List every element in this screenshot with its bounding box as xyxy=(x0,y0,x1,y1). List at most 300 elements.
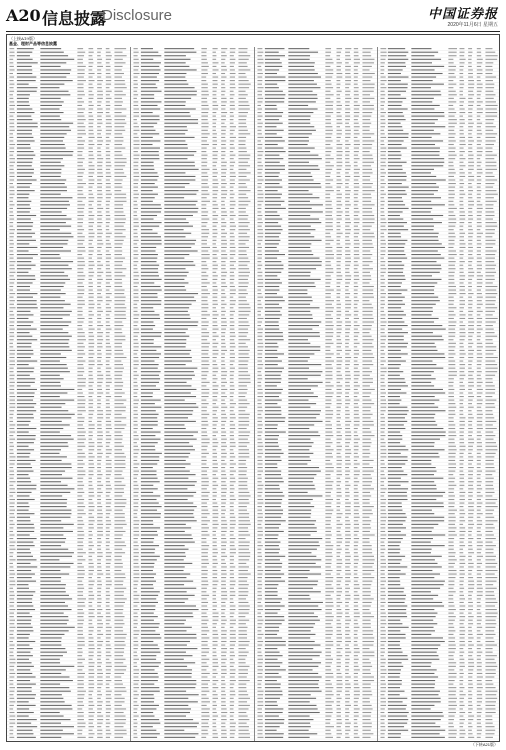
table-cell-text xyxy=(238,87,249,88)
table-cell-text xyxy=(133,478,136,479)
table-cell-text xyxy=(212,236,216,237)
table-cell-text xyxy=(133,432,136,433)
table-cell-text xyxy=(264,91,282,92)
table-row xyxy=(131,158,255,160)
table-cell-text xyxy=(201,726,209,727)
table-cell-text xyxy=(212,538,216,539)
table-cell-text xyxy=(238,442,249,443)
table-cell-text xyxy=(164,584,184,585)
table-cell-text xyxy=(257,329,263,330)
table-cell-text xyxy=(257,137,263,138)
table-cell-text xyxy=(221,105,226,106)
table-cell-text xyxy=(221,673,226,674)
table-row xyxy=(255,400,379,402)
table-cell-text xyxy=(164,197,184,198)
table-cell-text xyxy=(164,460,185,461)
table-cell-text xyxy=(212,598,216,599)
table-cell-text xyxy=(345,250,350,251)
table-row xyxy=(7,531,131,533)
table-cell-text xyxy=(201,673,209,674)
table-cell-text xyxy=(325,336,333,337)
table-cell-text xyxy=(77,566,83,567)
table-cell-text xyxy=(89,140,93,141)
table-cell-text xyxy=(114,272,122,273)
table-row xyxy=(255,208,379,210)
table-cell-text xyxy=(106,116,111,117)
table-cell-text xyxy=(264,52,278,53)
table-cell-text xyxy=(238,286,247,287)
table-cell-text xyxy=(230,183,235,184)
table-cell-text xyxy=(212,297,217,298)
table-cell-text xyxy=(238,300,246,301)
table-cell-text xyxy=(114,673,124,674)
table-row xyxy=(131,304,255,306)
table-cell-text xyxy=(89,137,95,138)
table-cell-text xyxy=(230,513,234,514)
table-cell-text xyxy=(114,158,126,159)
table-cell-text xyxy=(97,694,102,695)
table-cell-text xyxy=(336,162,342,163)
table-row xyxy=(131,701,255,703)
table-cell-text xyxy=(230,460,234,461)
table-cell-text xyxy=(9,290,13,291)
table-cell-text xyxy=(114,485,125,486)
table-cell-text xyxy=(336,282,340,283)
table-cell-text xyxy=(9,708,13,709)
table-cell-text xyxy=(17,158,33,159)
table-cell-text xyxy=(164,80,186,81)
table-cell-text xyxy=(164,694,198,695)
table-cell-text xyxy=(362,343,372,344)
table-cell-text xyxy=(221,492,226,493)
table-cell-text xyxy=(77,304,85,305)
table-cell-text xyxy=(353,155,357,156)
table-cell-text xyxy=(114,226,123,227)
table-cell-text xyxy=(106,91,112,92)
table-cell-text xyxy=(17,563,31,564)
table-cell-text xyxy=(212,172,217,173)
table-cell-text xyxy=(77,637,84,638)
table-cell-text xyxy=(77,424,83,425)
table-cell-text xyxy=(9,460,15,461)
table-cell-text xyxy=(106,151,110,152)
table-cell-text xyxy=(17,687,32,688)
table-row xyxy=(131,527,255,529)
table-cell-text xyxy=(362,293,373,294)
table-cell-text xyxy=(114,94,125,95)
table-cell-text xyxy=(141,286,161,287)
table-cell-text xyxy=(230,336,236,337)
table-cell-text xyxy=(114,396,121,397)
table-cell-text xyxy=(238,439,247,440)
table-cell-text xyxy=(40,392,67,393)
table-cell-text xyxy=(97,59,102,60)
table-cell-text xyxy=(89,197,95,198)
table-cell-text xyxy=(9,261,15,262)
table-cell-text xyxy=(164,449,195,450)
table-cell-text xyxy=(77,250,85,251)
table-cell-text xyxy=(17,432,29,433)
table-row xyxy=(7,66,131,68)
table-cell-text xyxy=(133,389,138,390)
table-cell-text xyxy=(230,382,234,383)
table-cell-text xyxy=(221,684,225,685)
table-cell-text xyxy=(201,524,207,525)
table-row xyxy=(7,577,131,579)
table-cell-text xyxy=(9,414,13,415)
table-cell-text xyxy=(89,574,93,575)
table-cell-text xyxy=(201,226,206,227)
table-cell-text xyxy=(230,194,235,195)
table-cell-text xyxy=(230,701,234,702)
table-cell-text xyxy=(77,148,84,149)
table-cell-text xyxy=(345,300,351,301)
table-cell-text xyxy=(164,151,196,152)
table-cell-text xyxy=(77,233,82,234)
table-cell-text xyxy=(141,449,155,450)
table-cell-text xyxy=(77,52,85,53)
table-cell-text xyxy=(164,55,186,56)
table-cell-text xyxy=(17,172,34,173)
table-cell-text xyxy=(133,169,138,170)
table-cell-text xyxy=(97,382,102,383)
table-cell-text xyxy=(17,421,31,422)
table-cell-text xyxy=(221,361,225,362)
table-cell-text xyxy=(201,201,210,202)
table-cell-text xyxy=(40,119,61,120)
table-cell-text xyxy=(97,620,102,621)
table-cell-text xyxy=(114,559,121,560)
table-cell-text xyxy=(40,165,64,166)
table-cell-text xyxy=(77,666,84,667)
table-cell-text xyxy=(221,577,226,578)
table-cell-text xyxy=(325,226,332,227)
table-cell-text xyxy=(212,474,216,475)
table-cell-text xyxy=(77,243,83,244)
table-cell-text xyxy=(97,531,103,532)
table-cell-text xyxy=(164,435,193,436)
table-row xyxy=(131,659,255,661)
table-row xyxy=(7,641,131,643)
table-cell-text xyxy=(77,215,84,216)
table-cell-text xyxy=(77,506,85,507)
table-cell-text xyxy=(230,290,236,291)
table-cell-text xyxy=(97,424,101,425)
table-cell-text xyxy=(336,190,340,191)
table-cell-text xyxy=(17,517,30,518)
table-cell-text xyxy=(141,293,158,294)
table-row xyxy=(131,140,255,142)
table-cell-text xyxy=(345,80,351,81)
table-row xyxy=(7,162,131,164)
table-cell-text xyxy=(288,421,322,422)
table-cell-text xyxy=(77,527,82,528)
table-cell-text xyxy=(230,435,234,436)
table-cell-text xyxy=(164,190,198,191)
table-cell-text xyxy=(89,101,93,102)
table-cell-text xyxy=(362,325,371,326)
table-cell-text xyxy=(221,69,227,70)
table-cell-text xyxy=(40,645,61,646)
table-cell-text xyxy=(230,485,234,486)
table-cell-text xyxy=(164,396,196,397)
table-cell-text xyxy=(114,549,122,550)
table-cell-text xyxy=(114,353,123,354)
table-cell-text xyxy=(133,726,137,727)
table-cell-text xyxy=(40,190,67,191)
table-cell-text xyxy=(201,676,207,677)
table-cell-text xyxy=(201,467,208,468)
table-cell-text xyxy=(141,503,159,504)
table-cell-text xyxy=(238,410,245,411)
table-cell-text xyxy=(362,332,369,333)
table-cell-text xyxy=(221,460,225,461)
table-cell-text xyxy=(257,190,262,191)
table-row xyxy=(131,343,255,345)
table-cell-text xyxy=(201,219,209,220)
table-cell-text xyxy=(133,190,137,191)
table-cell-text xyxy=(114,62,125,63)
table-cell-text xyxy=(164,538,192,539)
table-cell-text xyxy=(257,126,262,127)
table-cell-text xyxy=(353,77,357,78)
table-cell-text xyxy=(97,662,102,663)
table-cell-text xyxy=(77,87,83,88)
table-cell-text xyxy=(325,396,332,397)
table-cell-text xyxy=(89,666,95,667)
table-cell-text xyxy=(114,378,121,379)
table-cell-text xyxy=(114,233,122,234)
table-cell-text xyxy=(40,98,60,99)
table-cell-text xyxy=(114,705,121,706)
table-cell-text xyxy=(325,148,332,149)
table-cell-text xyxy=(40,144,64,145)
table-cell-text xyxy=(353,69,357,70)
table-cell-text xyxy=(362,162,374,163)
table-row xyxy=(255,314,379,316)
table-cell-text xyxy=(9,108,14,109)
table-cell-text xyxy=(221,226,226,227)
table-row xyxy=(255,229,379,231)
table-cell-text xyxy=(89,485,93,486)
table-cell-text xyxy=(164,605,196,606)
table-cell-text xyxy=(230,453,234,454)
table-cell-text xyxy=(114,336,125,337)
table-cell-text xyxy=(133,723,137,724)
table-cell-text xyxy=(40,531,73,532)
table-row xyxy=(7,396,131,398)
table-row xyxy=(255,407,379,409)
table-cell-text xyxy=(353,80,357,81)
table-row xyxy=(131,240,255,242)
table-row xyxy=(7,87,131,89)
table-cell-text xyxy=(345,116,350,117)
table-cell-text xyxy=(141,187,158,188)
table-row xyxy=(7,421,131,423)
table-cell-text xyxy=(336,421,340,422)
table-cell-text xyxy=(257,371,261,372)
table-cell-text xyxy=(257,236,263,237)
table-cell-text xyxy=(17,559,37,560)
table-row xyxy=(7,290,131,292)
table-cell-text xyxy=(106,226,109,227)
table-cell-text xyxy=(106,98,112,99)
table-cell-text xyxy=(238,215,248,216)
table-cell-text xyxy=(114,116,126,117)
table-cell-text xyxy=(238,563,246,564)
table-cell-text xyxy=(164,211,197,212)
table-cell-text xyxy=(89,467,95,468)
table-cell-text xyxy=(345,123,349,124)
table-cell-text xyxy=(201,108,209,109)
table-cell-text xyxy=(230,673,236,674)
table-cell-text xyxy=(89,513,93,514)
table-cell-text xyxy=(362,80,370,81)
table-cell-text xyxy=(89,247,94,248)
table-cell-text xyxy=(106,176,111,177)
table-cell-text xyxy=(345,297,349,298)
table-cell-text xyxy=(133,655,137,656)
table-cell-text xyxy=(9,598,14,599)
table-cell-text xyxy=(40,524,73,525)
table-cell-text xyxy=(353,179,358,180)
table-row xyxy=(7,77,131,79)
table-cell-text xyxy=(238,169,246,170)
table-cell-text xyxy=(221,570,226,571)
table-row xyxy=(7,91,131,93)
table-cell-text xyxy=(106,527,110,528)
table-cell-text xyxy=(345,108,350,109)
table-cell-text xyxy=(221,385,225,386)
table-cell-text xyxy=(97,538,101,539)
table-cell-text xyxy=(336,307,340,308)
table-cell-text xyxy=(164,130,187,131)
table-cell-text xyxy=(345,325,351,326)
table-cell-text xyxy=(77,172,83,173)
table-cell-text xyxy=(17,545,35,546)
table-cell-text xyxy=(106,130,112,131)
table-row xyxy=(7,676,131,678)
table-cell-text xyxy=(164,559,183,560)
table-cell-text xyxy=(288,226,310,227)
table-cell-text xyxy=(238,694,248,695)
table-cell-text xyxy=(362,48,372,49)
table-cell-text xyxy=(133,140,139,141)
table-cell-text xyxy=(212,701,216,702)
table-cell-text xyxy=(230,659,234,660)
table-cell-text xyxy=(201,385,206,386)
table-cell-text xyxy=(238,208,245,209)
table-cell-text xyxy=(264,94,285,95)
table-cell-text xyxy=(325,80,330,81)
table-row xyxy=(131,172,255,174)
table-row xyxy=(131,446,255,448)
table-cell-text xyxy=(77,375,83,376)
table-cell-text xyxy=(336,94,340,95)
table-cell-text xyxy=(257,361,262,362)
table-cell-text xyxy=(238,364,247,365)
table-cell-text xyxy=(238,478,247,479)
table-cell-text xyxy=(230,506,234,507)
table-cell-text xyxy=(201,485,208,486)
table-cell-text xyxy=(362,176,370,177)
table-cell-text xyxy=(141,133,159,134)
table-cell-text xyxy=(353,219,359,220)
table-cell-text xyxy=(89,581,95,582)
table-cell-text xyxy=(336,321,342,322)
table-cell-text xyxy=(230,261,236,262)
table-cell-text xyxy=(40,222,66,223)
table-row xyxy=(255,151,379,153)
table-cell-text xyxy=(201,52,206,53)
table-cell-text xyxy=(40,137,64,138)
table-cell-text xyxy=(221,84,225,85)
table-cell-text xyxy=(336,179,341,180)
table-row xyxy=(7,488,131,490)
table-row xyxy=(255,73,379,75)
table-cell-text xyxy=(114,442,121,443)
table-cell-text xyxy=(212,400,217,401)
table-cell-text xyxy=(106,233,112,234)
table-cell-text xyxy=(353,133,359,134)
table-cell-text xyxy=(17,591,35,592)
table-cell-text xyxy=(201,297,207,298)
table-cell-text xyxy=(164,510,194,511)
table-cell-text xyxy=(40,669,65,670)
table-cell-text xyxy=(212,733,217,734)
table-cell-text xyxy=(221,584,226,585)
table-cell-text xyxy=(336,272,340,273)
section-title-cn: 信息披露 xyxy=(42,9,107,28)
table-cell-text xyxy=(230,449,234,450)
table-cell-text xyxy=(164,676,191,677)
table-cell-text xyxy=(106,410,112,411)
table-cell-text xyxy=(89,91,93,92)
table-cell-text xyxy=(17,520,31,521)
table-cell-text xyxy=(230,148,235,149)
table-cell-text xyxy=(230,577,234,578)
table-row xyxy=(7,414,131,416)
table-cell-text xyxy=(133,183,138,184)
table-row xyxy=(7,357,131,359)
table-cell-text xyxy=(257,286,263,287)
table-cell-text xyxy=(133,684,138,685)
table-row xyxy=(7,613,131,615)
table-row xyxy=(7,520,131,522)
table-cell-text xyxy=(212,300,217,301)
table-cell-text xyxy=(141,332,162,333)
table-row xyxy=(131,542,255,544)
table-cell-text xyxy=(362,194,371,195)
table-cell-text xyxy=(201,492,209,493)
table-cell-text xyxy=(77,321,83,322)
table-cell-text xyxy=(141,442,158,443)
table-cell-text xyxy=(106,538,110,539)
table-cell-text xyxy=(264,229,282,230)
table-cell-text xyxy=(133,712,137,713)
table-cell-text xyxy=(114,684,122,685)
table-cell-text xyxy=(17,659,29,660)
table-cell-text xyxy=(362,144,372,145)
table-cell-text xyxy=(9,123,14,124)
table-cell-text xyxy=(362,410,370,411)
table-cell-text xyxy=(238,598,246,599)
table-row xyxy=(7,52,131,54)
table-cell-text xyxy=(230,730,236,731)
table-cell-text xyxy=(133,588,137,589)
table-cell-text xyxy=(133,691,137,692)
table-row xyxy=(131,176,255,178)
